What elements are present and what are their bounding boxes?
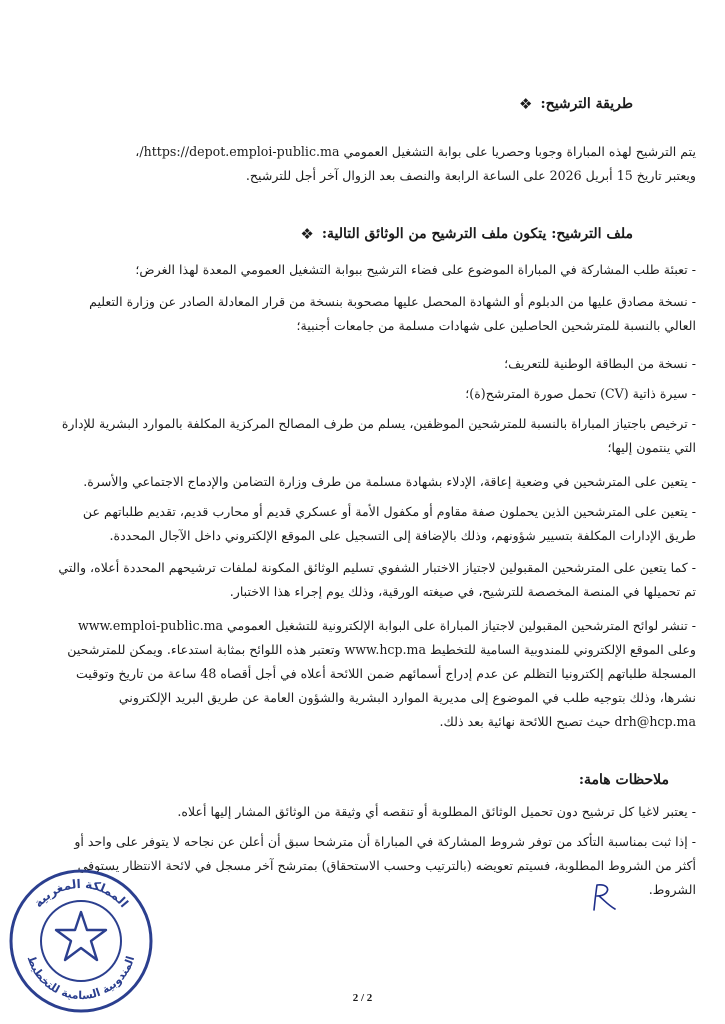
file-item-text: نشرها، وذلك بتوجيه طلب في الموضوع إلى مديرية الموارد البشرية والشؤون العامة عن طريق البريد الإلكتروني — [118, 690, 696, 705]
file-item-9 — [56, 614, 696, 734]
section-method-body — [56, 140, 696, 188]
file-item-text: المسجلة طلباتهم إلكترونيا التظلم عن عدم إدراج أسمائهم ضمن اللائحة أعلاه في أجل أقصاه 48 ساعة من تاريخ وتوقيت — [76, 666, 696, 681]
file-item-6 — [56, 470, 696, 494]
file-item-3 — [56, 352, 696, 376]
file-item-text: العالي بالنسبة للمترشحين الحاصلين على شهادات مسلمة من جامعات أجنبية؛ — [296, 318, 696, 333]
file-item-2 — [56, 290, 696, 338]
file-item-text: - ترخيص باجتياز المباراة بالنسبة للمترشحين الموظفين، يسلم من طرف المصالح المركزية المكلفة بالموارد البشرية للإدارة — [61, 416, 696, 431]
file-item-text: - يتعين على المترشحين في وضعية إعاقة، الإدلاء بشهادة مسلمة من طرف وزارة التضامن والإدماج الاجتماعي والأسرة. — [83, 474, 696, 489]
file-item-text: التي ينتمون إليها؛ — [607, 440, 696, 455]
file-item-text: - كما يتعين على المترشحين المقبولين لاجتياز الاختبار الشفوي تسليم الوثائق المكونة لملفات ترشيحهم المحددة أعلاه، والتي — [58, 560, 696, 575]
section-notes-heading — [579, 772, 669, 788]
section-method-title: طريقة الترشيح: — [540, 96, 633, 112]
notes-item-text: الشروط. — [648, 882, 696, 897]
file-item-7 — [56, 500, 696, 548]
method-line-2: ويعتبر تاريخ 15 أبريل 2026 على الساعة الرابعة والنصف بعد الزوال آخر أجل للترشيح. — [245, 168, 696, 183]
stamp-text-top: المملكة المغربية — [31, 876, 132, 911]
file-item-text: - نسخة من البطاقة الوطنية للتعريف؛ — [504, 356, 696, 371]
four-diamond-bullet-icon: ❖ — [300, 224, 314, 243]
file-item-text: تم تحميلها في المنصة المخصصة للترشيح، في صيغته الورقية، وذلك يوم إجراء هذا الاختبار. — [229, 584, 696, 599]
file-item-5 — [56, 412, 696, 460]
notes-item-text: - إذا ثبت بمناسبة التأكد من توفر شروط المشاركة في المباراة أن مترشحا سبق أن أعلن عن نجاحه لا يتوفر على واحد أو — [74, 834, 696, 849]
file-item-text: وعلى الموقع الإلكتروني للمندوبية السامية للتخطيط www.hcp.ma وتعتبر هذه اللوائح بمثابة استدعاء. ويمكن للمترشحين — [67, 642, 696, 657]
section-notes-title: ملاحظات هامة: — [578, 772, 669, 788]
notes-item-text: أكثر من الشروط المطلوبة، فسيتم تعويضه (بالترتيب وحسب الاستحقاق) بمترشح آخر مسجل في لائحة الانتظار يستوفي — [77, 858, 696, 873]
file-item-text: طريق الإدارات المكلفة بتسيير شؤونهم، وذلك بالإضافة إلى التسجيل على الموقع الإلكتروني داخل الآجال المحددة. — [109, 528, 696, 543]
file-item-text: - سيرة ذاتية (CV) تحمل صورة المترشح(ة)؛ — [465, 386, 696, 401]
file-item-text: - نسخة مصادق عليها من الدبلوم أو الشهادة المحصل عليها مصحوبة بنسخة من قرار المعادلة الصادر عن وزارة التعليم — [89, 294, 696, 309]
section-file-title: ملف الترشيح: يتكون ملف الترشيح من الوثائق التالية: — [321, 226, 633, 242]
stamp-text-bottom: المندوبية السامية للتخطيط — [24, 954, 138, 1003]
file-item-text: - تنشر لوائح المترشحين المقبولين لاجتياز المباراة على البوابة الإلكترونية للتشغيل العمومي www.emploi-public.ma — [78, 618, 696, 633]
section-file-heading — [300, 226, 633, 242]
notes-item-1 — [56, 800, 696, 824]
page-number: 2 / 2 — [352, 992, 373, 1004]
method-line-1: يتم الترشيح لهذه المباراة وجوبا وحصريا على بوابة التشغيل العمومي https://depot.emploi-public.ma/، — [135, 144, 696, 159]
section-method-heading — [519, 96, 633, 112]
signature-mark — [588, 882, 622, 912]
file-item-text: - تعبئة طلب المشاركة في المباراة الموضوع على فضاء الترشيح ببوابة التشغيل العمومي المعدة لهذا الغرض؛ — [135, 262, 696, 277]
notes-item-text: - يعتبر لاغيا كل ترشيح دون تحميل الوثائق المطلوبة أو تنقصه أي وثيقة من الوثائق المشار إليها أعلاه. — [177, 804, 696, 819]
file-item-8 — [56, 556, 696, 604]
file-item-4 — [56, 382, 696, 406]
file-item-text: drh@hcp.ma حيث تصبح اللائحة نهائية بعد ذلك. — [439, 714, 696, 729]
four-diamond-bullet-icon: ❖ — [519, 94, 533, 113]
file-item-text: - يتعين على المترشحين الذين يحملون صفة مقاوم أو مكفول الأمة أو عسكري قديم أو محارب قديم، تقديم طلباتهم عن — [82, 504, 696, 519]
file-item-1 — [56, 258, 696, 282]
